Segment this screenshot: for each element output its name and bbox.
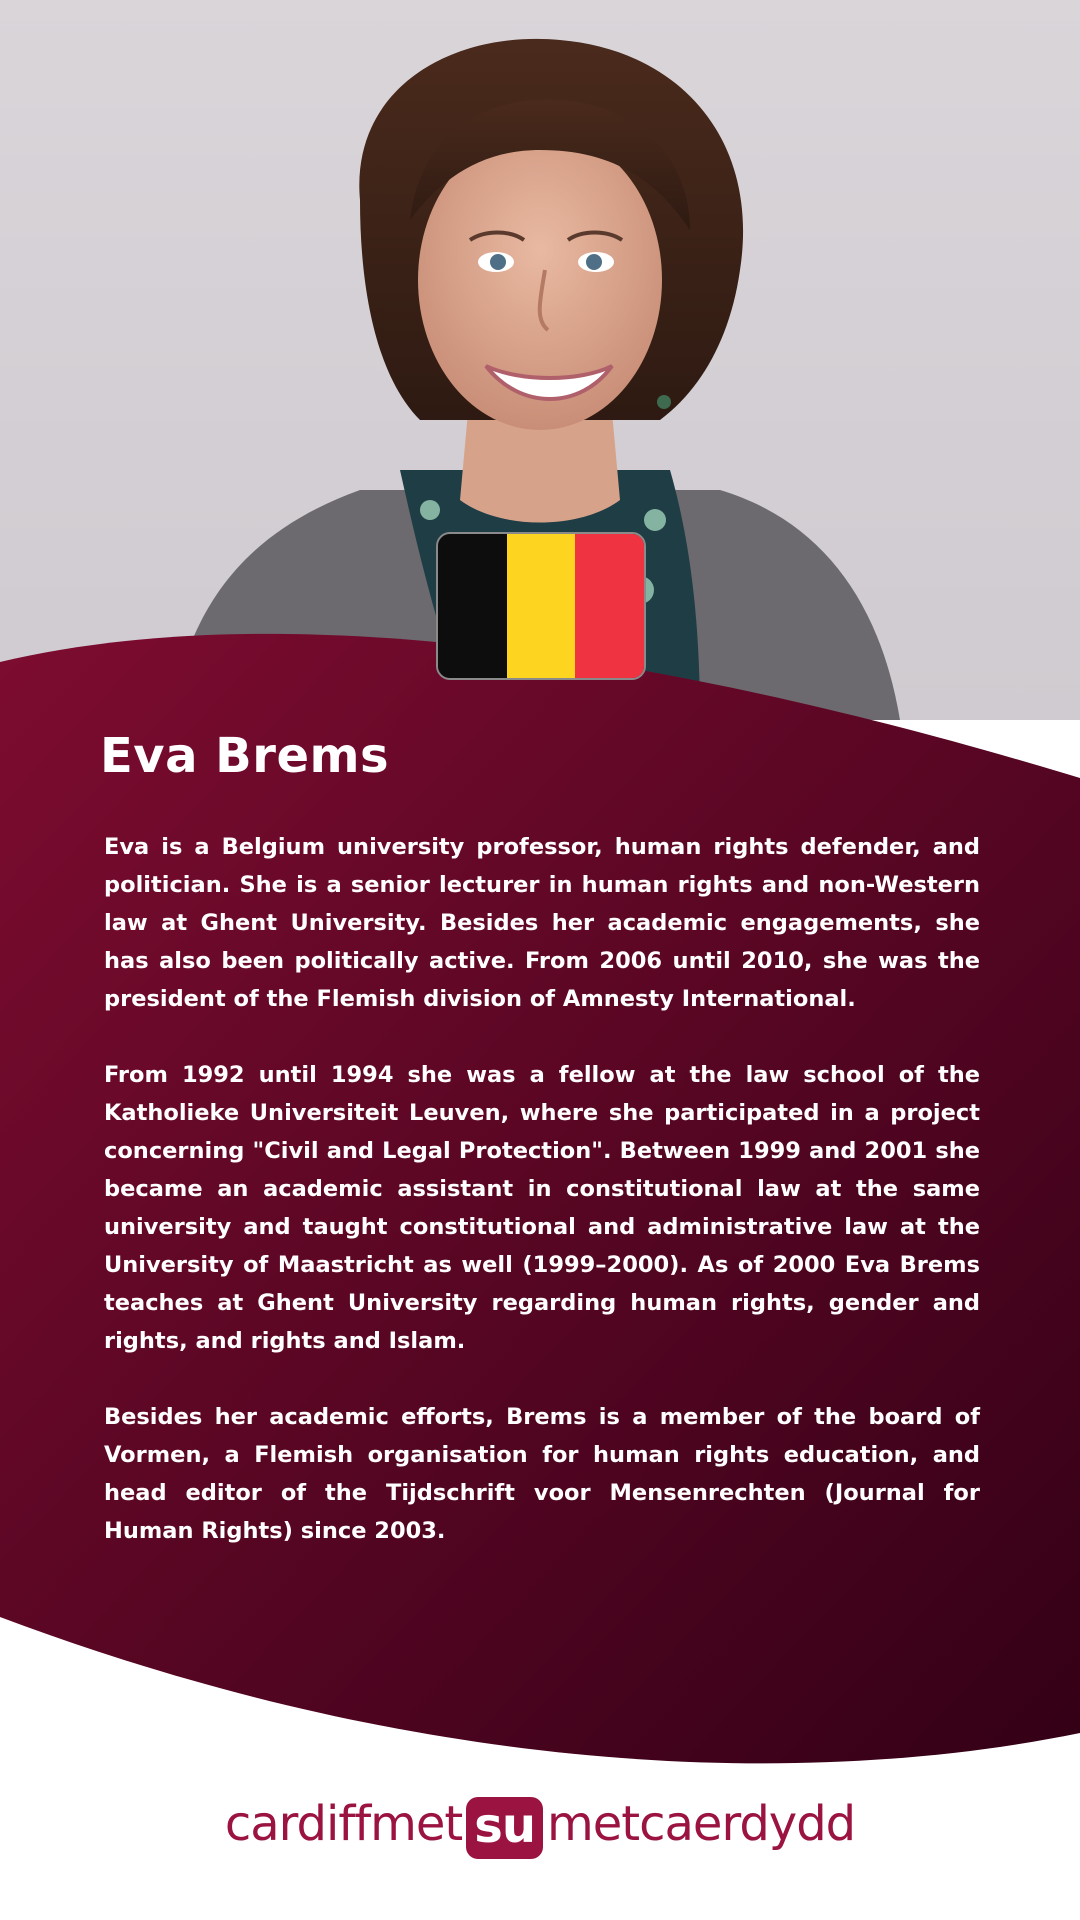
logo-text-right: metcaerdydd	[547, 1796, 856, 1852]
biography	[104, 828, 980, 1588]
bio-paragraph-3: Besides her academic efforts, Brems is a member of the board of Vormen, a Flemish organisation for human rights education, and head editor of the Tijdschrift voor Mensenrechten (Journal for Human Rights) since 2003.	[104, 1404, 980, 1544]
belgium-flag-icon	[436, 532, 646, 680]
logo-text-left: cardiffmet	[224, 1796, 463, 1852]
cardiffmet-su-logo	[0, 1795, 1080, 1857]
person-name: Eva Brems	[100, 728, 390, 784]
bio-paragraph-1: Eva is a Belgium university professor, human rights defender, and politician. She is a senior lecturer in human rights and non-Western law at Ghent University. Besides her academic engagements, she has also been politically active. From 2006 until 2010, she was the president of the Flemish division of Amnesty International.	[104, 834, 980, 1012]
flag-stripe-black	[438, 534, 507, 678]
flag-stripe-red	[575, 534, 644, 678]
logo-badge: su	[466, 1797, 543, 1859]
bio-paragraph-2: From 1992 until 1994 she was a fellow at the law school of the Katholieke Universiteit Leuven, where she participated in a project concerning "Civil and Legal Protection". Between 1999 and 2001 she became an academic assistant in constitutional law at the same university and taught constitutional and administrative law at the University of Maastricht as well (1999–2000). As of 2000 Eva Brems teaches at Ghent University regarding human rights, gender and rights, and rights and Islam.	[104, 1062, 980, 1354]
flag-stripe-yellow	[507, 534, 576, 678]
